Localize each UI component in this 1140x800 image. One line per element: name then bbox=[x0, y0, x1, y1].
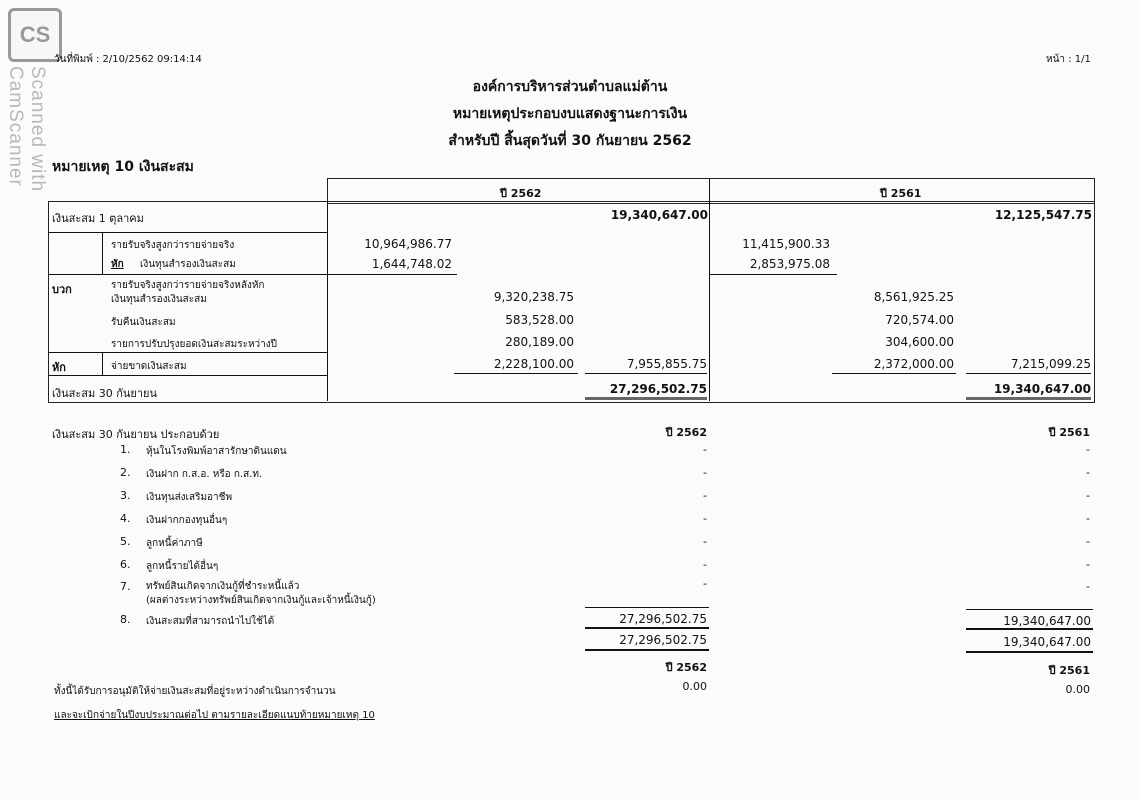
print-date: วันที่พิมพ์ : 2/10/2562 09:14:14 bbox=[54, 54, 202, 65]
item-value-2562: - bbox=[703, 466, 707, 479]
approved-col-2561: ปี 2561 bbox=[1048, 664, 1090, 677]
item-value-2562: - bbox=[703, 512, 707, 525]
composition-heading: เงินสะสม 30 กันยายน ประกอบด้วย bbox=[52, 428, 220, 441]
net-2562: 9,320,238.75 bbox=[493, 290, 574, 304]
deduct-prefix: หัก bbox=[111, 259, 124, 270]
item-value-2562: - bbox=[703, 489, 707, 502]
refund-2561: 720,574.00 bbox=[885, 313, 954, 327]
approved-col-2562: ปี 2562 bbox=[665, 661, 707, 674]
item-value-2561: - bbox=[1086, 443, 1090, 456]
col-2561-header: ปี 2561 bbox=[880, 187, 922, 200]
item-number: 6. bbox=[120, 558, 131, 571]
opening-label: เงินสะสม 1 ตุลาคม bbox=[52, 212, 144, 225]
reserve-2562: 1,644,748.02 bbox=[371, 257, 452, 271]
spend-label: จ่ายขาดเงินสะสม bbox=[111, 361, 187, 372]
item-label: เงินฝากกองทุนอื่นๆ bbox=[146, 515, 228, 526]
net-total-2561: 7,215,099.25 bbox=[1010, 357, 1091, 371]
comp-col-2561: ปี 2561 bbox=[1048, 426, 1090, 439]
approved-label: ทั้งนี้ได้รับการอนุมัติให้จ่ายเงินสะสมที่อยู่ระหว่างดำเนินการจำนวน bbox=[54, 686, 336, 697]
item-number: 4. bbox=[120, 512, 131, 525]
item-value-2561: - bbox=[1086, 466, 1090, 479]
item-label: ลูกหนี้รายได้อื่นๆ bbox=[146, 561, 219, 572]
item-value-2561: - bbox=[1086, 580, 1090, 593]
item-value-2561: - bbox=[1086, 489, 1090, 502]
camscanner-watermark: Scanned with CamScanner bbox=[5, 66, 48, 193]
adjust-2562: 280,189.00 bbox=[505, 335, 574, 349]
item-value-2562: 27,296,502.75 bbox=[619, 612, 707, 626]
income-2562: 10,964,986.77 bbox=[364, 237, 452, 251]
item-number: 1. bbox=[120, 443, 131, 456]
net-label-line2: เงินทุนสำรองเงินสะสม bbox=[111, 294, 207, 305]
item-value-2562: - bbox=[703, 558, 707, 571]
item-value-2561: - bbox=[1086, 512, 1090, 525]
opening-2561: 12,125,547.75 bbox=[994, 208, 1092, 222]
refund-label: รับคืนเงินสะสม bbox=[111, 317, 176, 328]
item-label: หุ้นในโรงพิมพ์อาสารักษาดินแดน bbox=[146, 446, 287, 457]
item-value-2562: - bbox=[703, 535, 707, 548]
item-value-2562: - bbox=[703, 577, 707, 590]
item-value-2561: - bbox=[1086, 558, 1090, 571]
reserve-label: เงินทุนสำรองเงินสะสม bbox=[140, 259, 236, 270]
org-title: องค์การบริหารส่วนตำบลแม่ต้าน bbox=[472, 79, 668, 95]
item-label: เงินทุนส่งเสริมอาชีพ bbox=[146, 492, 233, 503]
item-value-2562: - bbox=[703, 443, 707, 456]
item-number: 5. bbox=[120, 535, 131, 548]
income-label: รายรับจริงสูงกว่ารายจ่ายจริง bbox=[111, 240, 235, 251]
add-label: บวก bbox=[52, 283, 72, 296]
item-value-2561: - bbox=[1086, 535, 1090, 548]
refund-2562: 583,528.00 bbox=[505, 313, 574, 327]
composition-total-2561: 19,340,647.00 bbox=[1003, 635, 1091, 649]
item-label: ทรัพย์สินเกิดจากเงินกู้ที่ชำระหนี้แล้ว bbox=[146, 581, 300, 592]
income-2561: 11,415,900.33 bbox=[742, 237, 830, 251]
closing-2561: 19,340,647.00 bbox=[993, 382, 1091, 396]
less-label: หัก bbox=[52, 361, 66, 374]
item-number: 8. bbox=[120, 613, 131, 626]
closing-2562: 27,296,502.75 bbox=[609, 382, 707, 396]
spend-2561: 2,372,000.00 bbox=[873, 357, 954, 371]
item-label: ลูกหนี้ค่าภาษี bbox=[146, 538, 203, 549]
item-label-note: (ผลต่างระหว่างทรัพย์สินเกิดจากเงินกู้และเจ้าหนี้เงินกู้) bbox=[146, 595, 376, 606]
item-number: 3. bbox=[120, 489, 131, 502]
reserve-2561: 2,853,975.08 bbox=[749, 257, 830, 271]
closing-label: เงินสะสม 30 กันยายน bbox=[52, 387, 157, 400]
adjust-label: รายการปรับปรุงยอดเงินสะสมระหว่างปี bbox=[111, 339, 278, 350]
approved-2561: 0.00 bbox=[1065, 683, 1090, 696]
report-title: หมายเหตุประกอบงบแสดงฐานะการเงิน bbox=[452, 106, 688, 122]
item-number: 2. bbox=[120, 466, 131, 479]
spend-2562: 2,228,100.00 bbox=[493, 357, 574, 371]
note-title: หมายเหตุ 10 เงินสะสม bbox=[52, 159, 194, 175]
comp-col-2562: ปี 2562 bbox=[665, 426, 707, 439]
item-label: เงินฝาก ก.ส.อ. หรือ ก.ส.ท. bbox=[146, 469, 263, 480]
camscanner-logo-icon: CS bbox=[8, 8, 62, 62]
report-period: สำหรับปี สิ้นสุดวันที่ 30 กันยายน 2562 bbox=[448, 133, 692, 149]
net-2561: 8,561,925.25 bbox=[873, 290, 954, 304]
footer-note: และจะเบิกจ่ายในปีงบประมาณต่อไป ตามรายละเอียดแนบท้ายหมายเหตุ 10 bbox=[54, 710, 375, 721]
item-number: 7. bbox=[120, 580, 131, 593]
page-number: หน้า : 1/1 bbox=[1046, 54, 1091, 65]
col-2562-header: ปี 2562 bbox=[500, 187, 542, 200]
net-total-2562: 7,955,855.75 bbox=[626, 357, 707, 371]
item-value-2561: 19,340,647.00 bbox=[1003, 614, 1091, 628]
approved-2562: 0.00 bbox=[682, 680, 707, 693]
composition-total-2562: 27,296,502.75 bbox=[619, 633, 707, 647]
adjust-2561: 304,600.00 bbox=[885, 335, 954, 349]
opening-2562: 19,340,647.00 bbox=[610, 208, 708, 222]
net-label-line1: รายรับจริงสูงกว่ารายจ่ายจริงหลังหัก bbox=[111, 280, 265, 291]
item-label: เงินสะสมที่สามารถนำไปใช้ได้ bbox=[146, 616, 275, 627]
